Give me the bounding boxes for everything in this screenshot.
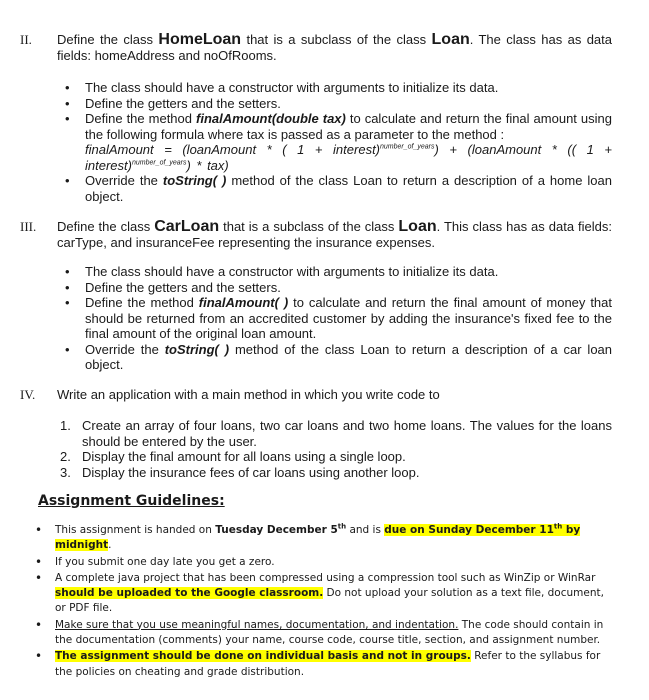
section-numeral: II. [20,32,32,47]
list-item: 1. Create an array of four loans, two car loans and two home loans. The values for the loans should be entered by the user. [60,418,612,449]
highlight: should be uploaded to the Google classroom. [55,587,324,600]
list-item: • If you submit one day late you get a zero. [35,555,605,570]
highlight: The assignment should be done on individual basis and not in groups. [55,650,471,663]
underlined-text: Make sure that you use meaningful names, documentation, and indentation. [55,618,459,631]
requirements-list [65,264,612,373]
class-name: HomeLoan [158,31,242,48]
method-name: toString( ) [164,341,230,357]
highlight: due on Sunday December 11th by midnight [55,522,581,552]
list-item: • Define the method finalAmount( ) to calculate and return the final amount of money that should be returned from an accredited customer by adding the insurance's fixed fee to the final amount of the original loan amount. [65,295,612,342]
tasks-list [60,418,612,480]
list-item: • This assignment is handed on Tuesday December 5th and is due on Sunday December 11th by midnight. [35,523,605,554]
list-item: • The assignment should be done on individual basis and not in groups. Refer to the syllabus for the policies on cheating and grade distribution. [35,649,605,680]
list-item: • Make sure that you use meaningful names, documentation, and indentation. The code should contain in the documentation (comments) your name, course code, course title, section, and assignment number. [35,618,605,649]
list-item: • A complete java project that has been compressed using a compression tool such as WinZip or WinRar should be uploaded to the Google classroom. Do not upload your solution as a text file, document, or PDF file. [35,571,605,617]
list-item: • Override the toString( ) method of the class Loan to return a description of a car loan object. [65,342,612,373]
method-name: finalAmount( ) [198,295,289,310]
list-item: • Define the getters and the setters. [65,96,612,112]
guidelines-title: Assignment Guidelines: [38,493,225,509]
list-item: • Define the getters and the setters. [65,280,612,296]
section-intro: Define the class CarLoan that is a subclass of the class Loan. This class has as data fields: carType, and insuranceFee representing the insurance expenses. [57,218,612,250]
section-numeral: IV. [20,387,36,402]
section-intro: Define the class HomeLoan that is a subclass of the class Loan. The class has as data fields: homeAddress and noOfRooms. [57,31,613,63]
list-item: 2. Display the final amount for all loans using a single loop. [60,449,406,464]
method-name: finalAmount(double tax) [196,111,346,126]
list-item: 3. Display the insurance fees of car loans using another loop. [60,464,420,480]
list-item: • The class should have a constructor with arguments to initialize its data. [65,264,612,280]
parent-class-name: Loan [431,31,470,48]
method-name: toString( ) [162,173,227,188]
section-numeral: III. [20,219,37,234]
formula: finalAmount = (loanAmount * ( 1 + interest)$^{number\_of\_years}$) + (loanAmount * (( 1 + interest)$^{number\_of\_years}$) * tax) [85,142,613,173]
section-intro: Write an application with a main method in which you write code to [57,387,440,402]
list-item: • Define the method finalAmount(double tax) to calculate and return the final amount using the following formula where tax is passed as a parameter to the method : finalAmount = (loanAmount * ( 1 + interest)$^{number\_of\_years}$) + (loanAmount * (( 1 + interest)$^{number\_of\_years}$) * tax) [65,111,612,173]
guidelines-list [35,523,605,681]
parent-class-name: Loan [398,218,437,235]
requirements-list [65,80,612,204]
class-name: CarLoan [154,218,220,235]
list-item: • The class should have a constructor with arguments to initialize its data. [65,80,612,96]
list-item: • Override the toString( ) method of the class Loan to return a description of a home loan object. [65,173,612,204]
